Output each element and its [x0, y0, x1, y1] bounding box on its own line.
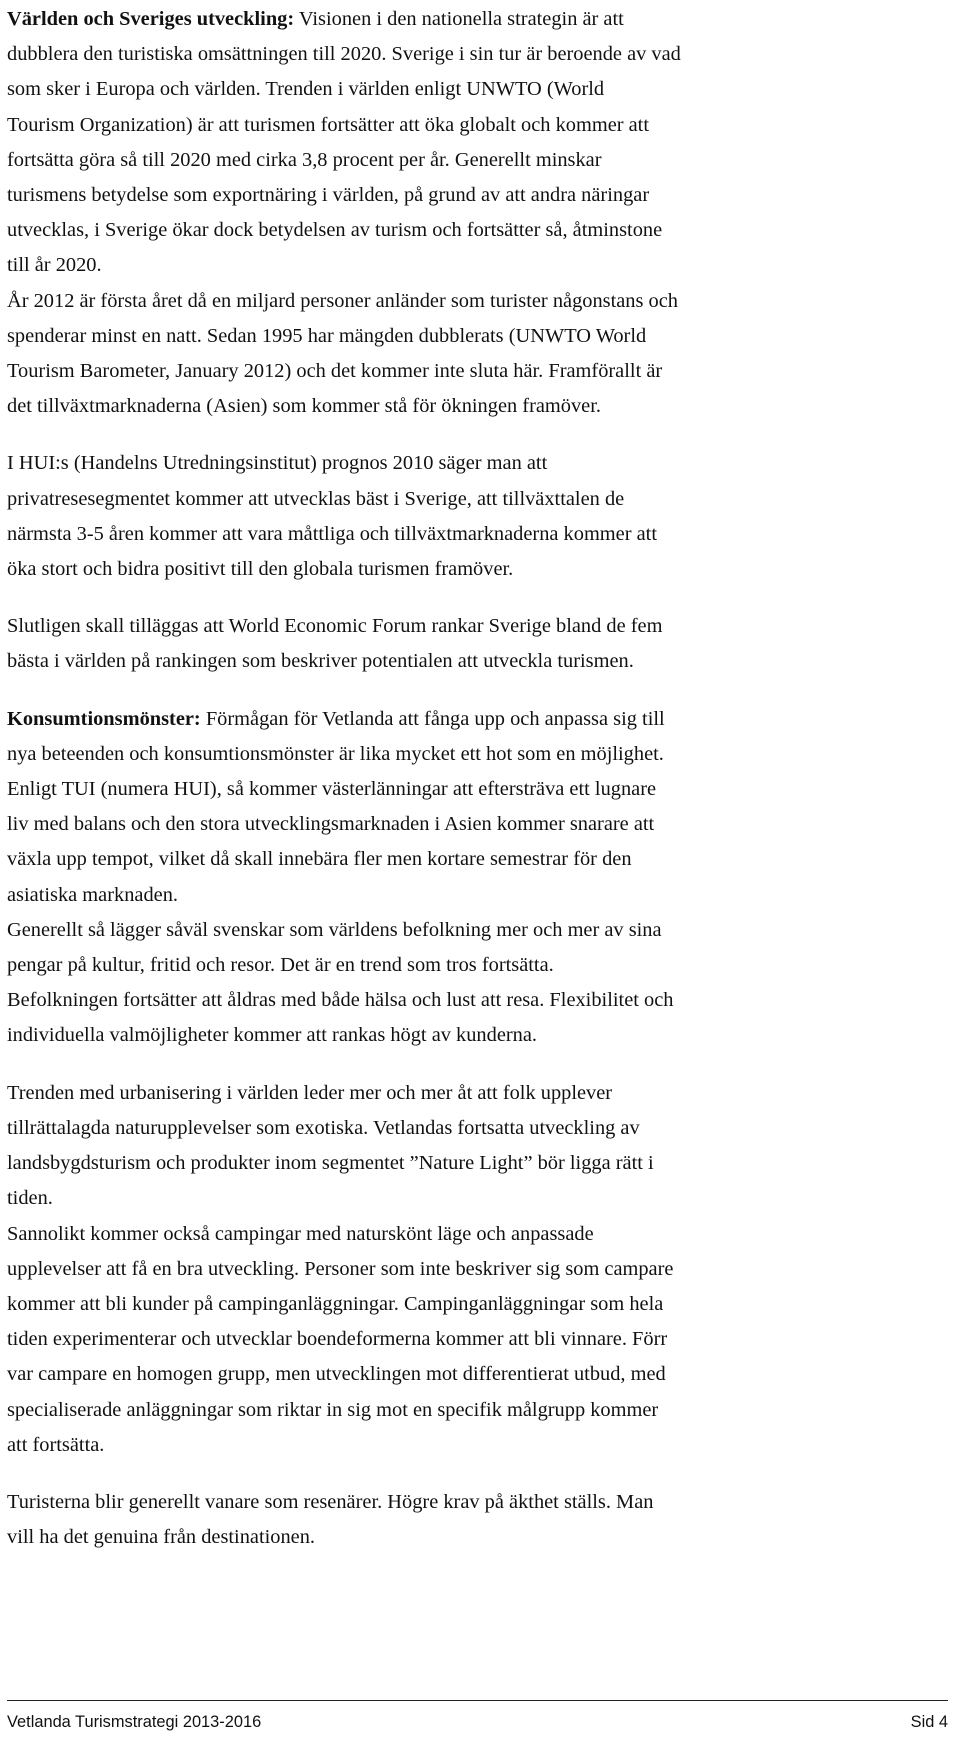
paragraph-gap [7, 1463, 953, 1485]
paragraph-authenticity: Turisterna blir generellt vanare som resenärer. Högre krav på äkthet ställs. Man vill ha det genuina från destinationen. [7, 1490, 654, 1549]
paragraph-unwto-2012: År 2012 är första året då en miljard personer anländer som turister någonstans och spenderar minst en natt. Sedan 1995 har mängden dubblerats (UNWTO World Tourism Barometer, January 2012) och det kommer inte sluta här. Framförallt är det tillväxtmarknaderna (Asien) som kommer stå för ökningen framöver. [7, 289, 678, 418]
paragraph-spending: Generellt så lägger såväl svenskar som världens befolkning mer och mer av sina pengar på kultur, fritid och resor. Det är en trend som tros fortsätta. [7, 918, 662, 977]
paragraph-text: Visionen i den nationella strategin är att dubblera den turistiska omsättningen till 2020. Sverige i sin tur är beroende av vad som sker i Europa och världen. Trenden i världen enligt UNWTO (World Tourism Organization) är att turismen fortsätter att öka globalt och kommer att fortsätta göra så till 2020 med cirka 3,8 procent per år. Generellt minskar turismens betydelse som exportnäring i världen, på grund av att andra näringar utvecklas, i Sverige ökar dock betydelsen av turism och fortsätter så, åtminstone till år 2020. [7, 8, 681, 277]
section-heading-consumption: Konsumtionsmönster: [7, 707, 201, 730]
paragraph-gap [7, 424, 953, 446]
paragraph-camping: Sannolikt kommer också campingar med naturskönt läge och anpassade upplevelser att få en bra utveckling. Personer som inte beskriver sig som campare kommer att bli kunder på campinganläggningar. Campinganläggningar som hela tiden experimenterar och utvecklar boendeformerna kommer att bli vinnare. Förr var campare en homogen grupp, men utvecklingen mot differentierat utbud, med specialiserade anläggningar som riktar in sig mot en specifik målgrupp kommer att fortsätta. [7, 1222, 674, 1456]
paragraph-urbanisation: Trenden med urbanisering i världen leder mer och mer åt att folk upplever tillrättalagda naturupplevelser som exotiska. Vetlandas fortsatta utveckling av landsbygdsturism och produkter inom segmentet ”Nature Light” bör ligga rätt i tiden. [7, 1081, 654, 1210]
page-footer [7, 1700, 948, 1732]
paragraph-gap [7, 680, 953, 702]
paragraph-consumption [7, 702, 953, 913]
paragraph-gap [7, 587, 953, 609]
paragraph-text: Förmågan för Vetlanda att fånga upp och anpassa sig till nya beteenden och konsumtionsmönster är lika mycket ett hot som en möjlighet. Enligt TUI (numera HUI), så kommer västerlänningar att eftersträva ett lugnare liv med balans och den stora utvecklingsmarknaden i Asien kommer snarare att växla upp tempot, vilket då skall innebära fler men kortare semestrar för den asiatiska marknaden. [7, 707, 665, 906]
paragraph-aging: Befolkningen fortsätter att åldras med både hälsa och lust att resa. Flexibilitet och individuella valmöjligheter kommer att rankas högt av kunderna. [7, 989, 674, 1047]
footer-page-number: Sid 4 [910, 1713, 948, 1731]
section-heading-world-sweden: Världen och Sveriges utveckling: [7, 8, 295, 30]
paragraph-wef-ranking: Slutligen skall tilläggas att World Economic Forum rankar Sverige bland de fem bästa i världen på rankingen som beskriver potentialen att utveckla turismen. [7, 615, 663, 673]
paragraph-gap [7, 1054, 953, 1076]
paragraph-hui-forecast: I HUI:s (Handelns Utredningsinstitut) prognos 2010 säger man att privatresesegmentet kommer att utvecklas bäst i Sverige, att tillväxttalen de närmsta 3-5 åren kommer att vara måttliga och tillväxtmarknaderna kommer att öka stort och bidra positivt till den globala turismen framöver. [7, 452, 657, 581]
footer-document-title: Vetlanda Turismstrategi 2013-2016 [7, 1713, 262, 1731]
document-body [7, 2, 953, 1555]
paragraph-world-sweden [7, 2, 953, 284]
